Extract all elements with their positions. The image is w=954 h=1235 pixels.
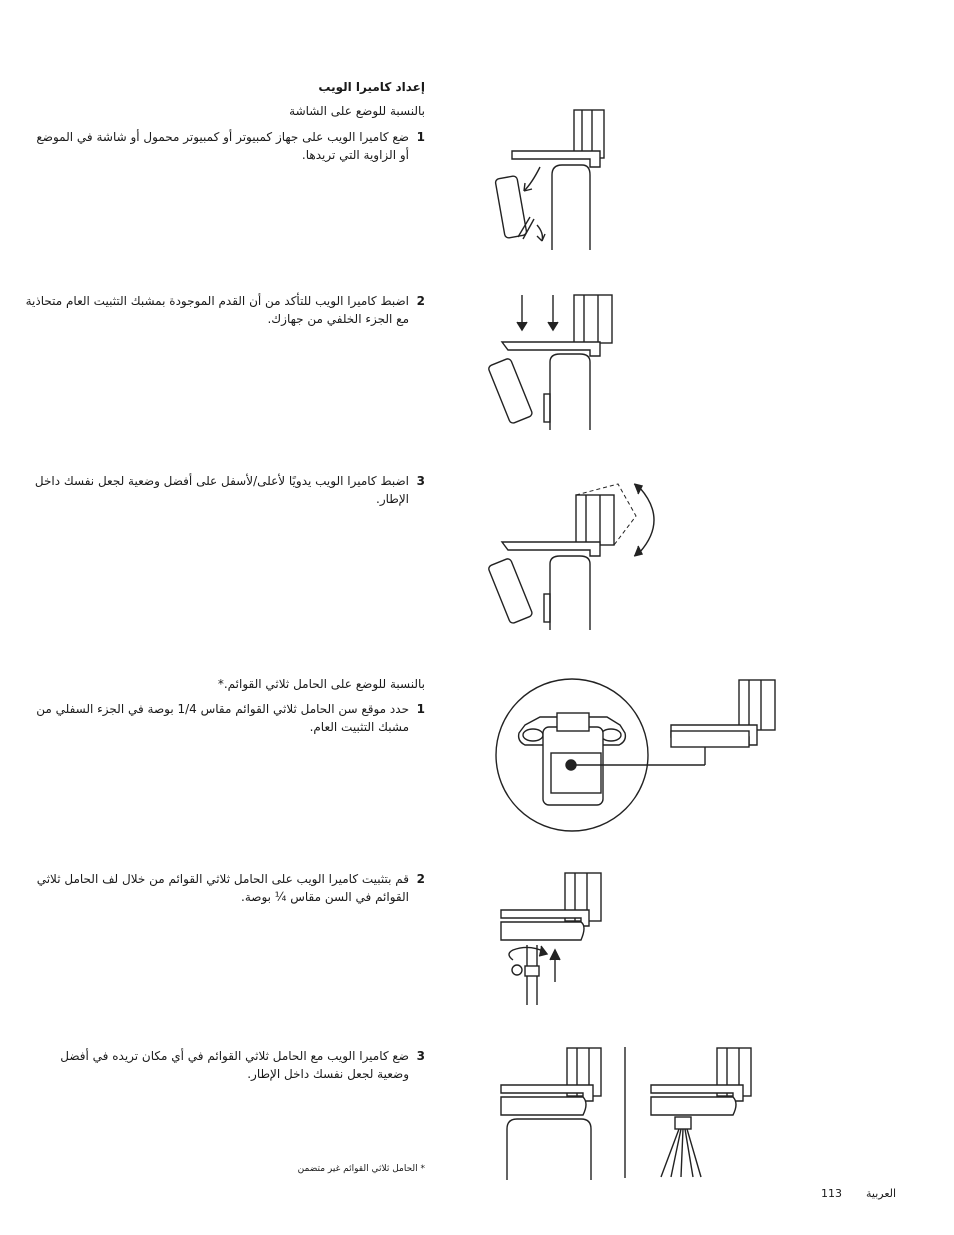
screen-step-2	[25, 292, 425, 328]
language-label: العربية	[866, 1187, 897, 1200]
illustration-screen-mount-3	[490, 480, 670, 640]
screen-step-3	[25, 472, 425, 508]
step-number: 2	[416, 294, 425, 308]
step-text: اضبط كاميرا الويب للتأكد من أن القدم الموجودة بمشبك التثبيت العام متحاذية مع الجزء الخلفي من جهازك.	[25, 294, 409, 326]
page-number: 113	[821, 1187, 842, 1200]
tripod-step-3	[25, 1047, 425, 1083]
illustration-screen-mount-2	[490, 290, 620, 440]
illustration-tripod-attach	[495, 870, 625, 1010]
tripod-step-2	[25, 870, 425, 906]
step-number: 3	[416, 474, 425, 488]
section-heading-tripod: بالنسبة للوضع على الحامل ثلاثي القوائم.*	[217, 677, 425, 691]
tripod-step-1	[25, 700, 425, 736]
step-text: اضبط كاميرا الويب يدويًا لأعلى/لأسفل على أفضل وضعية لجعل نفسك داخل الإطار.	[34, 474, 409, 506]
step-text: حدد موقع سن الحامل ثلاثي القوائم مقاس 1/4 بوصة في الجزء السفلي من مشبك التثبيت العام.	[36, 702, 409, 734]
illustration-screen-mount-1	[490, 105, 620, 255]
step-text: قم بتثبيت كاميرا الويب على الحامل ثلاثي القوائم من خلال لف الحامل ثلاثي القوائم في السن مقاس ¼ بوصة.	[36, 872, 409, 904]
step-text: ضع كاميرا الويب على جهاز كمبيوتر أو كمبيوتر محمول أو شاشة في الموضع أو الزاوية التي تريدها.	[36, 130, 409, 162]
illustration-final-positions	[495, 1045, 785, 1180]
step-number: 2	[416, 872, 425, 886]
step-number: 3	[416, 1049, 425, 1063]
footnote: * الحامل ثلاثي القوائم غير متضمن	[297, 1164, 425, 1174]
screen-step-1	[25, 128, 425, 164]
page-title: إعداد كاميرا الويب	[318, 80, 425, 94]
step-number: 1	[416, 702, 425, 716]
illustration-tripod-thread	[495, 675, 780, 835]
section-heading-screen: بالنسبة للوضع على الشاشة	[289, 104, 425, 118]
step-number: 1	[416, 130, 425, 144]
step-text: ضع كاميرا الويب مع الحامل ثلاثي القوائم في أي مكان تريده في أفضل وضعية لجعل نفسك داخل الإطار.	[60, 1049, 409, 1081]
